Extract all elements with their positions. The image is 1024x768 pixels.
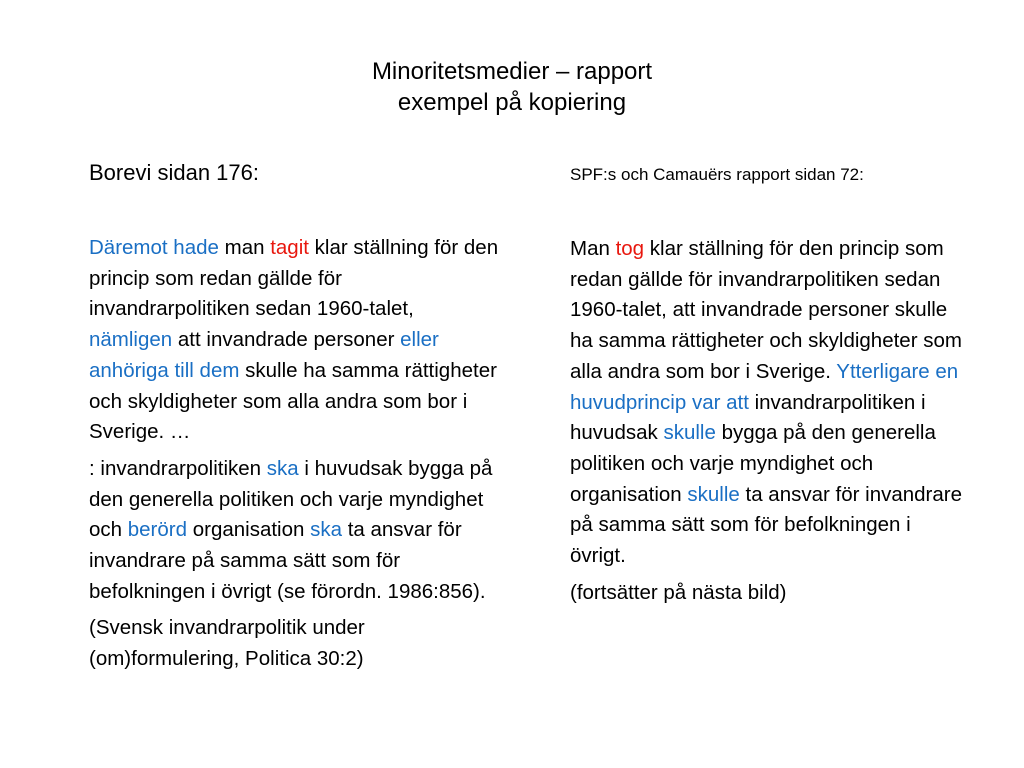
text-span: ta ansvar för invandrare på samma sätt som för befolkningen i övrigt (se förordn. 1986:856).: [89, 518, 486, 603]
left-paragraph-1: [89, 233, 501, 448]
highlight-blue: ska: [310, 518, 343, 542]
highlight-red: tagit: [270, 236, 309, 259]
left-citation: (Svensk invandrarpolitik under (om)formulering, Politica 30:2): [89, 616, 365, 671]
text-span: skulle ha samma rättigheter och skyldigheter som alla andra som bor i Sverige. …: [89, 358, 497, 444]
right-column-heading: SPF:s och Camauërs rapport sidan 72:: [570, 165, 864, 184]
text-span: i huvudsak bygga på den generella politiken och varje myndighet och: [89, 456, 493, 542]
right-column: [570, 158, 970, 608]
highlight-blue: berörd: [127, 518, 188, 542]
right-continuation-note: (fortsätter på nästa bild): [570, 580, 787, 604]
right-paragraph-1: [570, 234, 970, 572]
highlight-blue: nämligen: [89, 328, 173, 352]
text-span: Man: [570, 237, 616, 260]
highlight-blue: ska: [266, 456, 299, 480]
left-column-heading: Borevi sidan 176:: [89, 160, 259, 185]
text-span: ta ansvar för invandrare på samma sätt som för befolkningen i övrigt.: [570, 482, 963, 568]
slide-title-line-1: Minoritetsmedier – rapport: [371, 58, 653, 85]
text-span: klar ställning för den princip som redan gällde för invandrarpolitiken sedan 1960-talet, att invandrade personer skulle ha samma rättigheter och skyldigheter som alla andra som bor i Sverige.: [570, 237, 962, 383]
text-span: att invandrade personer: [172, 328, 401, 352]
text-span: : invandrarpolitiken: [89, 456, 267, 480]
left-column: [89, 158, 501, 675]
highlight-red: tog: [615, 237, 645, 260]
highlight-blue: skulle: [687, 482, 740, 506]
left-paragraph-2: [89, 454, 501, 608]
highlight-blue: skulle: [663, 421, 716, 445]
text-span: bygga på den generella politiken och varje myndighet och organisation: [570, 421, 936, 506]
text-span: invandrarpolitiken i huvudsak: [570, 390, 926, 445]
highlight-blue: Ytterligare en huvudprincip var att: [570, 359, 959, 414]
text-span: klar ställning för den princip som redan gällde för invandrarpolitiken sedan 1960-talet,: [89, 236, 499, 321]
slide-title: [0, 56, 1024, 118]
highlight-blue: Däremot hade: [89, 236, 219, 259]
text-span: man: [218, 236, 271, 259]
slide-title-line-2: exempel på kopiering: [397, 89, 627, 116]
text-span: organisation: [187, 518, 311, 542]
highlight-blue: eller anhöriga till dem: [89, 328, 439, 382]
